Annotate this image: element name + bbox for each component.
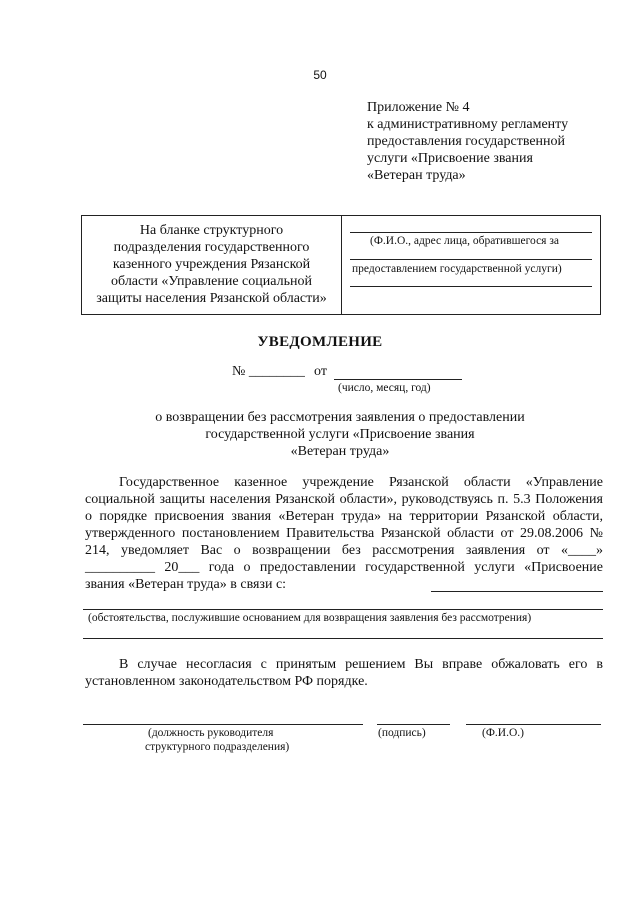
notice-date-label: от: [314, 364, 327, 379]
position-signature-line: [83, 724, 363, 725]
letterhead-line: области «Управление социальной: [111, 274, 312, 289]
letterhead-line: защиты населения Рязанской области»: [96, 291, 327, 306]
page-number: 50: [313, 68, 327, 82]
reason-line: [431, 591, 603, 592]
appendix-line: предоставления государственной: [367, 134, 566, 149]
appeal-notice: В случае несогласия с принятым решением Вы вправе обжаловать его в установленном законодательством РФ порядке.: [85, 657, 603, 689]
letterhead-placeholder: [82, 216, 342, 314]
reason-line: [83, 609, 603, 610]
header-box: [81, 215, 601, 315]
recipient-line: [350, 259, 592, 260]
notice-date-caption: (число, месяц, год): [338, 382, 431, 394]
appendix-line: услуги «Присвоение звания: [367, 151, 533, 166]
recipient-line: [350, 232, 592, 233]
letterhead-line: казенного учреждения Рязанской: [112, 257, 311, 272]
document-title: УВЕДОМЛЕНИЕ: [257, 334, 383, 350]
signature-caption: (подпись): [378, 727, 426, 739]
appendix-line: к административному регламенту: [367, 117, 569, 132]
letterhead-line: подразделения государственного: [113, 240, 310, 255]
name-signature-line: [466, 724, 601, 725]
appendix-header: [367, 99, 568, 184]
recipient-caption: (Ф.И.О., адрес лица, обратившегося за: [370, 235, 559, 247]
subject-line: «Ветеран труда»: [290, 444, 390, 459]
notice-body: Государственное казенное учреждение Рязанской области «Управление социальной защиты населения Рязанской области», руководствуясь п. 5.3 Положения о порядке присвоения звания «Ветеран труда» на территории Рязанской области, утвержденного постановлением Правительства Рязанской области от 29.08.2006 № 214, уведомляет Вас о возвращении без рассмотрения заявления от «____» __________ 20___ года о предоставлении государственной услуги «Присвоение звания «Ветеран труда» в связи с:: [85, 475, 603, 592]
subject-line: о возвращении без рассмотрения заявления о предоставлении: [155, 410, 525, 425]
appendix-line: Приложение № 4: [367, 100, 470, 115]
notice-number: № ________: [232, 364, 305, 379]
subject-line: государственной услуги «Присвоение звания: [205, 427, 475, 442]
position-caption: (должность руководителя: [148, 727, 274, 739]
notice-date-line: [334, 379, 462, 380]
position-caption: структурного подразделения): [145, 741, 290, 753]
signature-line: [377, 724, 450, 725]
name-caption: (Ф.И.О.): [482, 727, 524, 739]
recipient-block: [342, 216, 600, 314]
recipient-caption: предоставлением государственной услуги): [352, 263, 562, 275]
reason-line: [83, 638, 603, 639]
recipient-line: [350, 286, 592, 287]
circumstances-caption: (обстоятельства, послужившие основанием для возвращения заявления без рассмотрения): [88, 612, 532, 624]
letterhead-line: На бланке структурного: [139, 223, 284, 238]
notice-subject: [80, 409, 600, 460]
appendix-line: «Ветеран труда»: [367, 168, 466, 183]
